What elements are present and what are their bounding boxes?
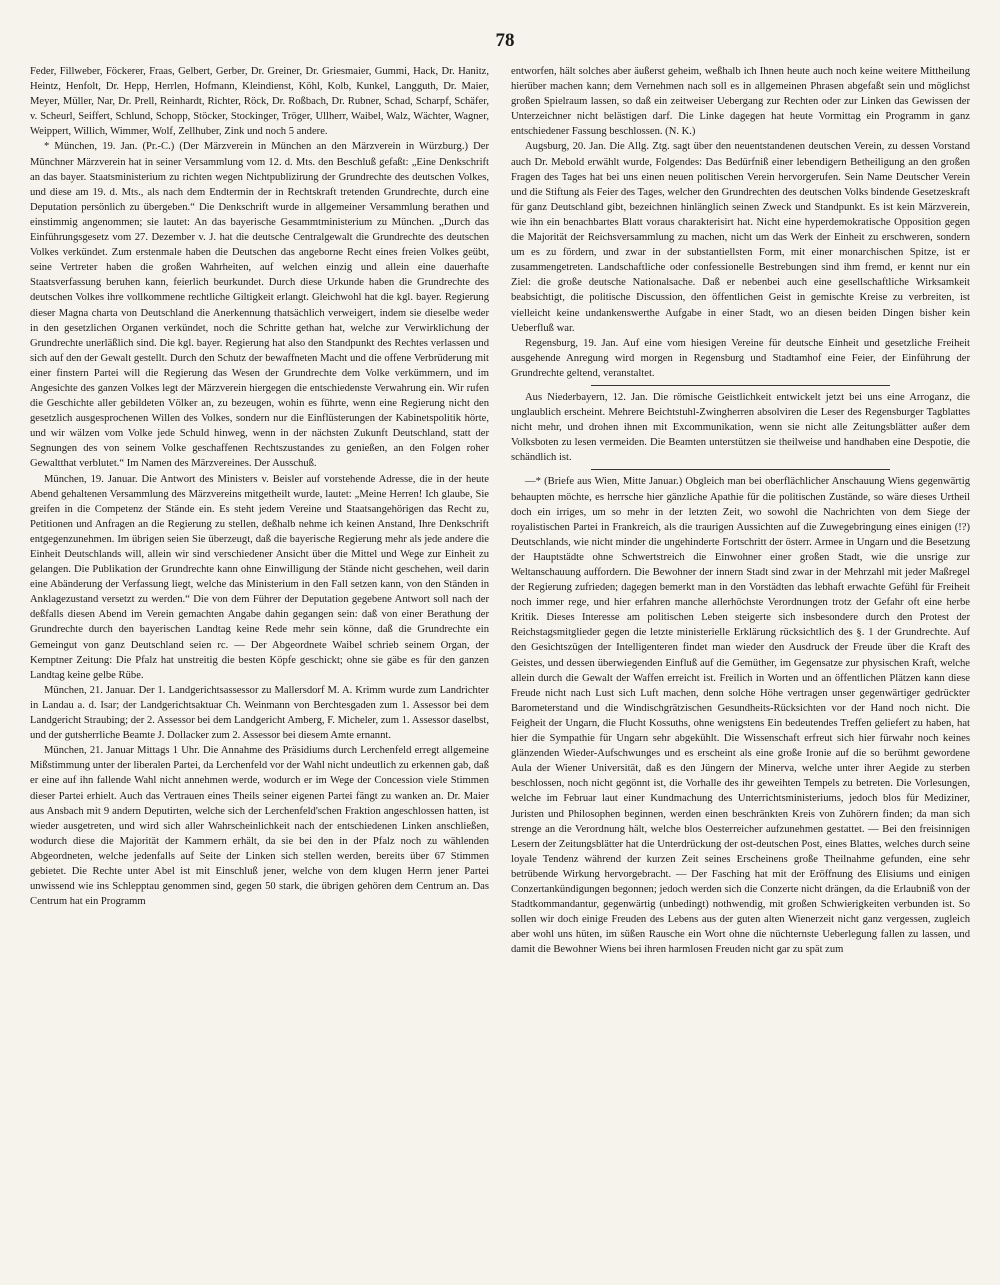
article-augsburg-verein: Augsburg, 20. Jan. Die Allg. Ztg. sagt über den neuentstandenen deutschen Verein, zu dessen Vorstand auch Dr. Mebold erwählt wurde, Folgendes: Das Bedürfniß einer lebendigern Betheiligung an den großen Fragen des Tages hat bei uns einen neuen politischen Verein hervorgerufen. Sein Name Deutscher Verein und die Stiftung als Feier des Tages, welcher den Grundrechten des deutschen Volks bindende Gesetzeskraft für ganz Deutschland gibt, bezeichnen hinlänglich seinen Zweck und Standpunkt. Es ist kein Märzverein, wie ihn ein benachbartes Blatt voraus charakterisirt hat. Nicht eine hyperdemokratische Opposition gegen die Majorität der Reichsversammlung zu machen, nicht um das Werk der Einheit zu erschweren, sondern um es zu fördern, und zwar in der substantiellsten Form, mit einer monarchischen Spitze, ist er zusammengetreten. Landschaftliche oder confessionelle Bestrebungen sind ihm fremd, er kennt nur ein Ziel: die große deutsche Nationalsache. Daß er nebenbei auch eine gesellschaftliche Wirksamkeit beabsichtigt, die politische Discussion, den öffentlichen Geist in gemischte Kreise zu verbreiten, ist vielleicht keine undankenswerthe Aufgabe in einer Stadt, wo an diesen beiden Dingen bisher kein Ueberfluß war. [511,141,970,334]
article-muenchen-beisler-antwort: München, 19. Januar. Die Antwort des Ministers v. Beisler auf vorstehende Adresse, die in der heute Abend gehaltenen Versammlung des Märzvereins mitgetheilt wurde, lautet: „Meine Herren! Ich glaube, Sie greifen in die Competenz der Stände ein. Es steht jedem Vereine und Staatsangehörigen das Recht zu, Petitionen und Anfragen an die Regierung zu stellen, deßhalb nehme ich keinen Anstand, Ihre Denkschrift entgegenzunehmen. Im übrigen seien Sie überzeugt, daß die bayerische Regierung mehr als jede andere die Einheit Deutschlands will, allein wir sind verschiedener Ansicht über die Mittel und Wege zur Einheit zu gelangen. Die Publikation der Grundrechte kann ohne Einwilligung der Stände nicht geschehen, weil darin eine Abänderung der Verfassung liegt, welche das Ministerium in den Fall setzen kann, von den Ständen in Anklagezustand versetzt zu werden.“ Die von dem Führer der Deputation gegebene Antwort soll nach der deßfalls diesen Abend im Verein gemachten Angabe dahin gegangen sein: daß von einer Berathung der Grundrechte durch den bayerischen Landtag keine Rede mehr sein könne, daß die Grundrechte ein Gemeingut von ganz Deutschland seien rc. — Der Abgeordnete Waibel schrieb seinem Organ, der Kemptner Zeitung: Die Pfalz hat unstreitig die besten Köpfe geschickt; ohne sie gäbe es für den ganzen Landtag keine gelbe Rübe. [30,473,489,681]
article-briefe-aus-wien: —* (Briefe aus Wien, Mitte Januar.) Obgleich man bei oberflächlicher Anschauung Wiens gegenwärtig behaupten möchte, es herrsche hier gänzliche Apathie für die politischen Zustände, so wäre dieses Urtheil doch ein irriges, um so mehr in der letzten Zeit, wo sowohl die Nachrichten von dem Siege der royalistischen Partei in Frankreich, als die traurigen Aussichten auf die Zuwegebringung eines einigen (!?) Deutschlands, wie nicht minder die ungehinderte Fortschritt der österr. Armee in Ungarn und die Besetzung der Hauptstädte ohne Schwertstreich die Einwohner einer großen Stadt, wie die unsrige zur Weltanschauung auffordern. Die Bewohner der innern Stadt sind zwar in der Mehrzahl mit jeder Maßregel der Regierung zufrieden; dagegen bemerkt man in den Vorstädten das lebhaft erwachte Gefühl für Freiheit noch immer rege, und hier erfahren manche allerhöchste Verordnungen trotz der Gefahr oft eine herbe Kritik. Dieses Interesse am politischen Leben steigerte sich insbesondere durch den Protest der Reichstagsmitglieder gegen die letzte ministerielle Erklärung rücksichtlich des §. 1 der Grundrechte. Auf den Gesichtszügen der Intelligenteren findet man wieder den Ausdruck der Freude über die Kraft des Geistes, und dessen überwiegenden Einfluß auf die Gemüther, im Gegensatze zur physischen Kraft, welche allein durch die Gewalt der Waffen erreicht ist. Freilich in Worten und an öffentlichen Plätzen kann diese Freude nicht nach Lust sich Luft machen, denn solche Höhe vertragen unser gegenwärtiger gedrückter Barometerstand und die Windischgrätzischen Gesundheits-Rücksichten vor der Hand noch nicht. Die Feigheit der Ungarn, die Flucht Kossuths, ohne wenigstens Ein bedeutendes Treffen geliefert zu haben, hat hier die Sympathie für Ungarn sehr abgekühlt. Die Wissenschaft erfreut sich hier fürwahr noch keines glänzenden Wieder-Aufschwunges und es erscheint als eine große Ironie auf die so berühmt gewordene Aula der Wiener Universität, daß es den Jüngern der Minerva, welche unter ihrer Aegide zu sterben beschlossen, noch nicht gegönnt ist, die Vorhalle des ihr geweihten Tempels zu betreten. Die Vorlesungen, welche im Februar laut einer Kundmachung des Unterrichtsministeriums, jedoch blos für Mediziner, Juristen und Philosophen beginnen, werden einen beschränkten Kreis von Zuhörern finden; da man sich strenge an die Verordnung hält, welche blos Oesterreicher aufzunehmen gestattet. — Bei den freisinnigen Lesern der Zeitungsblätter hat die Unterdrückung der ost-deutschen Post, eines Blattes, welches durch seine loyale Tendenz während der kurzen Zeit seines Erscheinens große Theilnahme gefunden, eine sehr betrübende Wirkung hervorgebracht. — Der Fasching hat mit der Eröffnung des Elisiums und einigen Conzertankündigungen begonnen; jedoch werden sich die Conzerte nicht drängen, da die Erlaubniß von der Stadtkommandantur, gegenwärtig (unbedingt) nothwendig, mit großen Schwierigkeiten verbunden ist. So sollen wir doch einige Freuden des Lebens aus der guten alten Wienerzeit nicht ganz vergessen, zugleich aber wohl uns hüten, im süßen Rausche ein Wort ohne die nüchternste Ueberlegung fallen zu lassen, und damit die Bewohner Wiens bei ihren harmlosen Freuden nicht gar zu spät zum [511,476,970,956]
article-muenchen-maerzverein: * München, 19. Jan. (Pr.-C.) (Der Märzverein in München an den Märzverein in Würzburg.) Der Münchner Märzverein hat in seiner Versammlung vom 12. d. Mts. den Beschluß gefaßt: „Eine Denkschrift an das bayer. Staatsministerium zu richten wegen Nichtpublizirung der Grundrechte des deutschen Volkes, und diese am 19. d. Mts., als nach dem Endtermin der in Rechtskraft tretenden Grundrechte, durch eine Deputation persönlich zu übergeben.“ Die Denkschrift wurde in allgemeiner Versammlung berathen und einstimmig angenommen; sie lautet: An das bayerische Gesammtministerium zu München. „Durch das Einführungsgesetz vom 27. Dezember v. J. hat die deutsche Centralgewalt die Grundrechte des deutschen Volkes verkündet. Zum erstenmale haben die Deutschen das angeborne Recht eines freien Volkes geübt, seine Vertreter haben die großen Wahrheiten, auf welchen einzig und allein eine dauerhafte Staatsverfassung beruhen kann, feierlich beurkundet. Durch diese Urkunde haben die Grundrechte des deutschen Volkes ihre vollkommene rechtliche Giltigkeit erlangt. Gleichwohl hat die kgl. bayer. Regierung dieser Magna charta von Deutschland die Anerkennung thatsächlich verweigert, indem sie dieselbe weder in den gesetzlichen Organen verkündet, noch die Schritte gethan hat, welche zur Verwirklichung der Grundrechte unerläßlich sind. Die kgl. bayer. Regierung hat also den Standpunkt des Rechtes verlassen und sich auf den der Gewalt gestellt. Durch den Schutz der bewaffneten Macht und die offene Verbrüderung mit einer finstern Partei will die Regierung das Wesen der Grundrechte dem Volke verkümmern, und im Angesichte des ganzen Volkes legt der Märzverein hiergegen die entschiedenste Verwahrung ein. Wir rufen die Geschichte aller gebildeten Völker an, zu bezeugen, wohin es führte, wenn eine Regierung nicht den gesetzlich ausgesprochenen Willen des Volkes, sondern nur die Einflüsterungen der Kabinetspolitik hörte, und wir wälzen vom Volke jede Schuld hinweg, wenn in der nächsten Zukunft Deutschland, statt der Segnungen des von seinem Volke geschaffenen Rechtszustandes zu genießen, an den Folgen roher Gewaltthat verblutet.“ Im Namen des Märzvereines. Der Ausschuß. [30,141,489,470]
article-continuation-programm: entworfen, hält solches aber äußerst geheim, weßhalb ich Ihnen heute auch noch keine weitere Mittheilung hierüber machen kann; dem Vernehmen nach soll es in allgemeinen Phrasen abgefaßt sein und möglichst großen Spielraum lassen, so daß ein zeitweiser Uebergang zur Rechten oder zur Linken das Gewissen der Unterzeichner nicht belästigen darf. Die Linke dagegen hat heute Vormittag ein Programm in ganz entschiedener Fassung beschlossen. (N. K.) [511,66,970,138]
article-niederbayern: Aus Niederbayern, 12. Jan. Die römische Geistlichkeit entwickelt jetzt bei uns eine Arroganz, die unglaublich erscheint. Mehrere Beichtstuhl-Zwingherren absolviren die Leser des Regensburger Tagblattes nicht mehr, und drohen ihnen mit Excommunikation, wenn sie nicht alle Zeitungsblätter außer dem Volksboten zu lesen vermeiden. Die Beamten unterstützen sie theilweise und handhaben eine Despotie, die schändlich ist. [511,391,970,464]
article-regensburg-feier: Regensburg, 19. Jan. Auf eine vom hiesigen Vereine für deutsche Einheit und gesetzliche Freiheit ausgehende Anregung wird morgen in Regensburg und Stadtamhof eine Feier, der Einführung der Grundrechte geltend, veranstaltet. [511,337,970,379]
section-divider [591,385,890,386]
text-columns [30,64,970,1264]
article-muenchen-praesidium: München, 21. Januar Mittags 1 Uhr. Die Annahme des Präsidiums durch Lerchenfeld erregt allgemeine Mißstimmung unter der liberalen Partei, da Lerchenfeld vor der Wahl nicht undeutlich zu erkennen gab, daß er eine auf ihn fallende Wahl nicht annehmen werde, wodurch er im Wege der Concession viele Stimmen dieser Partei erhielt. Auch das Vertrauen eines Theils seiner eigenen Partei fängt zu wanken an. Dr. Maier aus Ansbach mit 9 andern Deputirten, welche sich der Lerchenfeld'schen Fraktion angeschlossen hatten, ist wieder ausgetreten, und wird sich aller Wahrscheinlichkeit nach der entschiedenen Linken anschließen, wodurch diese die Majorität der Kammern erhält, da sie bei den in der Pfalz noch zu wählenden Abgeordneten, welche jedenfalls auf Seite der Linken sich stellen werden, bereits über 67 Stimmen gebietet. Die Rechte unter Abel ist mit Einschluß jener, welche von dem klugen Herrn jener Partei unwissend wie ins Schlepptau genommen sind, gegen 50 stark, die übrigen gehören dem Centrum an. Das Centrum hat ein Programm [30,745,489,908]
page-number: 78 [495,30,515,51]
right-column [511,64,970,1264]
section-divider [591,469,890,470]
left-column [30,64,489,1264]
article-muenchen-ernennungen: München, 21. Januar. Der 1. Landgerichtsassessor zu Mallersdorf M. A. Krimm wurde zum Landrichter in Landau a. d. Isar; der Landgerichtsaktuar Ch. Weinmann von Berchtesgaden zum 1. Assessor bei dem Landgericht Straubing; der 2. Assessor bei dem Landgericht Amberg, F. Micheler, zum 1. Assessor daselbst, und der gutsherrliche Beamte J. Dollacker zum 2. Assessor bei diesem Amte ernannt. [30,684,489,742]
article-deputy-list: Feder, Fillweber, Föckerer, Fraas, Gelbert, Gerber, Dr. Greiner, Dr. Griesmaier, Gummi, Hack, Dr. Hanitz, Heintz, Henfolt, Dr. Hepp, Herrlen, Hofmann, Kleindienst, Köhl, Kolb, Kunkel, Langguth, Dr. Maier, Meyer, Müller, Nar, Dr. Prell, Reinhardt, Richter, Röck, Dr. Roßbach, Dr. Rubner, Schad, Scharpf, Schäfer, v. Scheurl, Seiffert, Schlund, Schopp, Stöcker, Stockinger, Tröger, Ullherr, Waibel, Walz, Wächter, Wagner, Weippert, Willich, Wimmer, Wolf, Zellhuber, Zink und noch 5 andere. [30,66,489,138]
